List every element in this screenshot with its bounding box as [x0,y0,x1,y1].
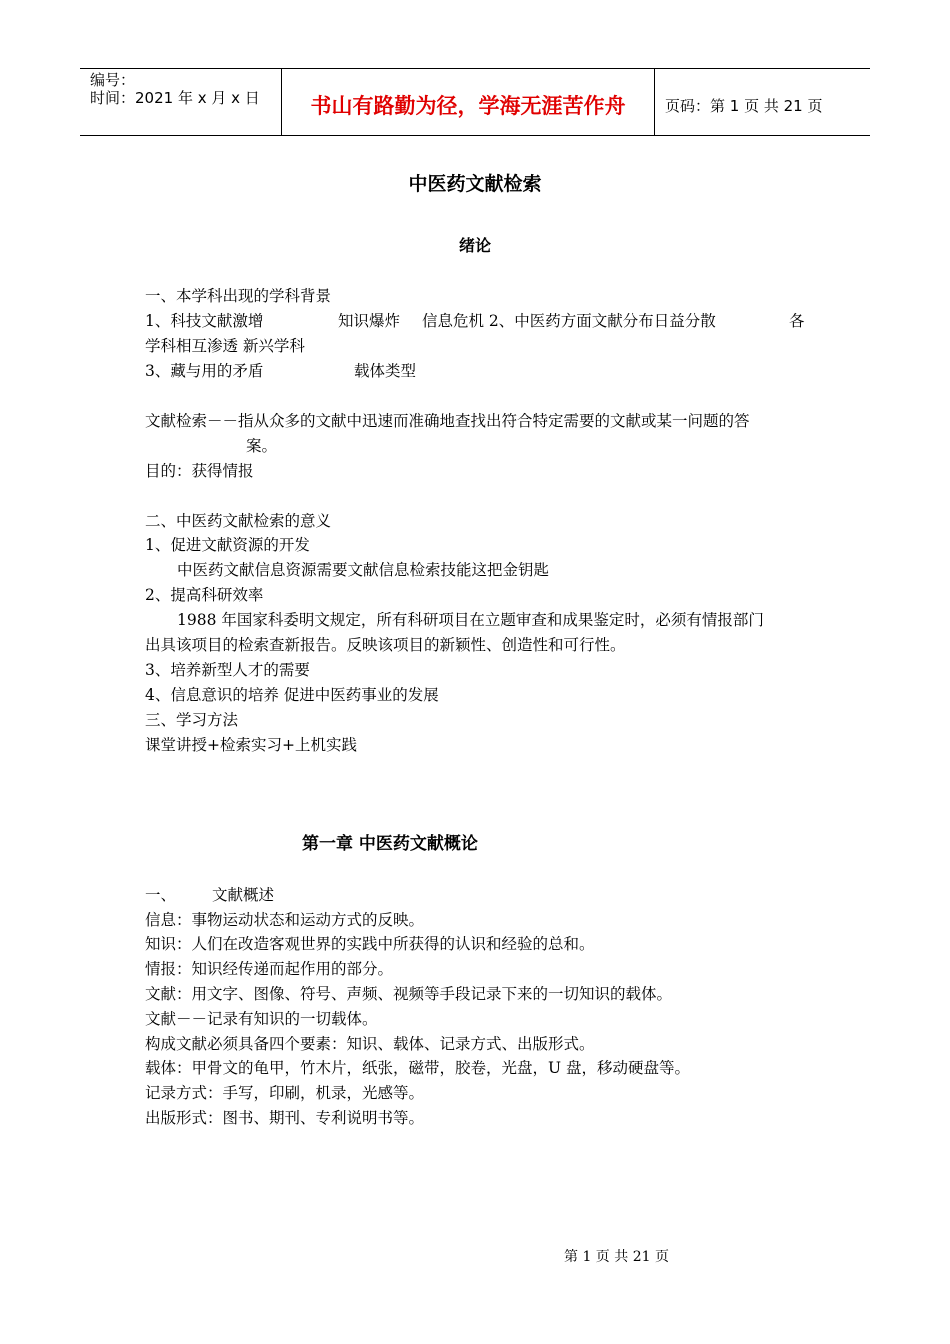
chapter1-line3: 情报：知识经传递而起作用的部分。 [145,960,394,978]
header-meta-cell [80,69,282,135]
motto-text: 书山有路勤为径，学海无涯苦作舟 [310,94,626,118]
section1-line1d: 各 [789,312,805,330]
section3-line1: 课堂讲授+检索实习+上机实践 [145,736,357,754]
chapter1-heading-text: 文献概述 [212,886,275,904]
section2-line5: 出具该项目的检索查新报告。反映该项目的新颖性、创造性和可行性。 [145,636,626,654]
motto-cell [282,69,655,135]
section1-line2: 学科相互渗透 新兴学科 [145,337,305,355]
page-info-cell [655,69,870,135]
chapter1-line9: 出版形式：图书、期刊、专利说明书等。 [145,1109,425,1127]
page-info-text: 页码：第 1 页 共 21 页 [665,96,823,115]
section2-line4: 1988 年国家科委明文规定，所有科研项目在立题审查和成果鉴定时，必须有情报部门 [177,611,764,629]
chapter1-line8: 记录方式：手写，印刷，机录，光感等。 [145,1084,425,1102]
chapter1-line6: 构成文献必须具备四个要素：知识、载体、记录方式、出版形式。 [145,1035,595,1053]
definition-line2: 案。 [246,437,278,455]
section1-line3a: 3、藏与用的矛盾 [145,362,264,380]
number-label: 编号： [90,71,136,89]
document-title: 中医药文献检索 [408,173,542,195]
chapter1-line1: 信息：事物运动状态和运动方式的反映。 [145,911,425,929]
section1-heading: 一、本学科出现的学科背景 [145,287,332,305]
section2-line1: 1、促进文献资源的开发 [145,536,310,554]
section2-line3: 2、提高科研效率 [145,586,264,604]
time-label: 时间：2021 年 x 月 x 日 [90,89,260,107]
section1-line3b: 载体类型 [354,362,417,380]
chapter1-line4: 文献：用文字、图像、符号、声频、视频等手段记录下来的一切知识的载体。 [145,985,673,1003]
page-footer: 第 1 页 共 21 页 [564,1249,669,1265]
chapter1-line5: 文献－－记录有知识的一切载体。 [145,1010,378,1028]
chapter1-line2: 知识：人们在改造客观世界的实践中所获得的认识和经验的总和。 [145,935,595,953]
section1-line1a: 1、科技文献激增 [145,312,264,330]
section2-line7: 4、信息意识的培养 促进中医药事业的发展 [145,686,439,704]
chapter-title: 第一章 中医药文献概论 [302,834,478,854]
header-table [80,68,870,136]
section2-line2: 中医药文献信息资源需要文献信息检索技能这把金钥匙 [177,561,550,579]
section2-line6: 3、培养新型人才的需要 [145,661,310,679]
intro-heading: 绪论 [458,236,491,255]
chapter1-line7: 载体：甲骨文的龟甲，竹木片，纸张，磁带，胶卷，光盘，U 盘，移动硬盘等。 [145,1059,690,1077]
section1-line1c: 信息危机 2、中医药方面文献分布日益分散 [422,312,716,330]
section1-line1b: 知识爆炸 [338,312,401,330]
goal-line: 目的：获得情报 [145,462,254,480]
section3-heading: 三、学习方法 [145,711,239,729]
section2-heading: 二、中医药文献检索的意义 [145,512,332,530]
chapter1-heading-number: 一、 [145,886,177,904]
definition-line1: 文献检索－－指从众多的文献中迅速而准确地查找出符合特定需要的文献或某一问题的答 [145,412,750,430]
